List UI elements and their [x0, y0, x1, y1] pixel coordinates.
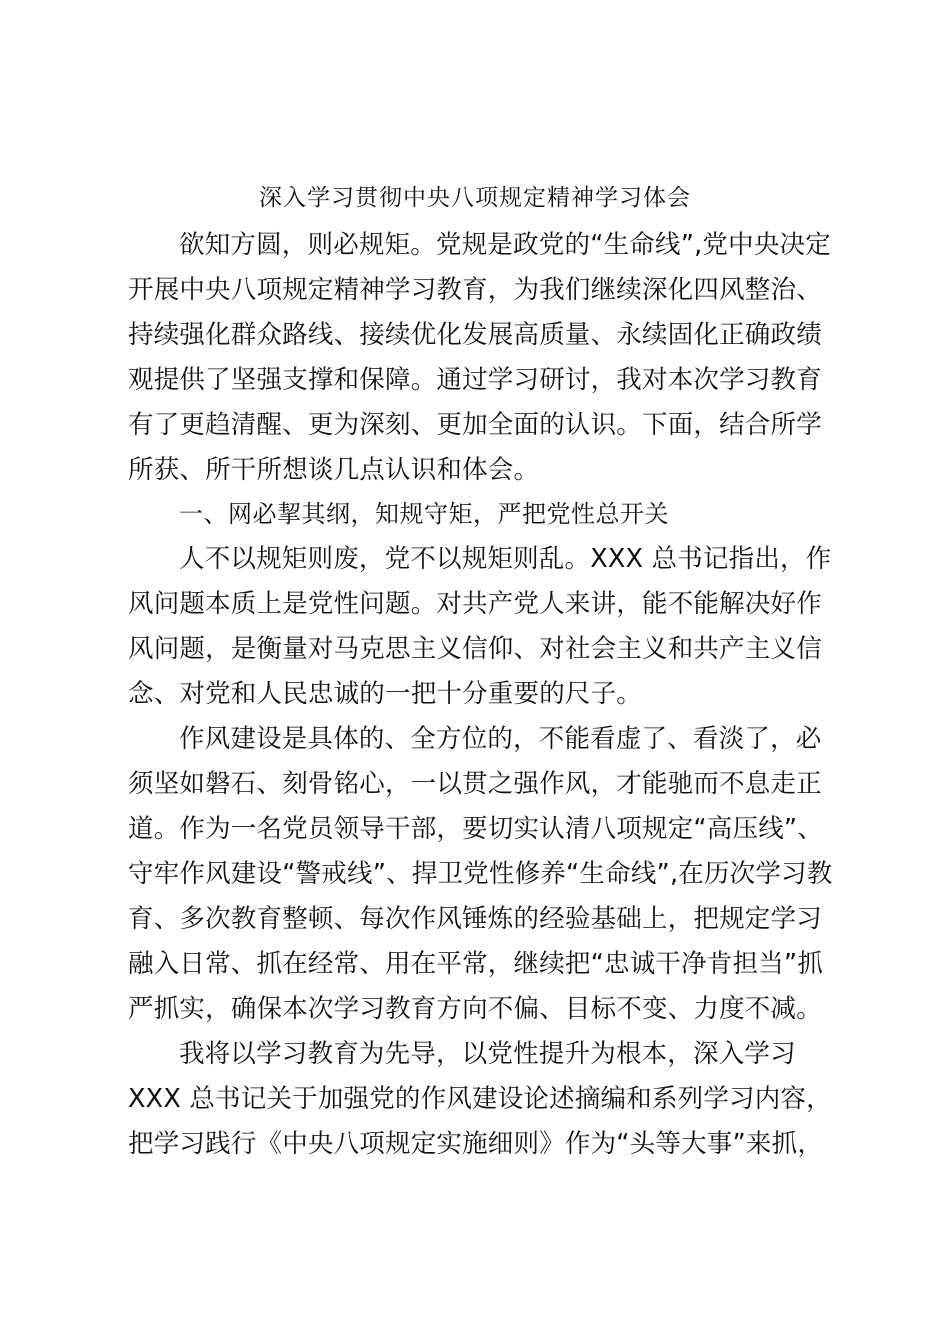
paragraph-line: 道。作为一名党员领导干部，要切实认清八项规定“高压线”、 [128, 814, 824, 844]
paragraph-line: 有了更趋清醒、更为深刻、更加全面的认识。下面，结合所学 [128, 410, 822, 440]
paragraph-line: 把学习践行《中央八项规定实施细则》作为“头等大事”来抓， [128, 1129, 824, 1159]
paragraph-line: 融入日常、抓在经常、用在平常，继续把“忠诚干净肯担当”抓 [128, 949, 824, 979]
paragraph-line: 开展中央八项规定精神学习教育，为我们继续深化四风整治、 [128, 275, 822, 305]
paragraph-line: 须坚如磐石、刻骨铭心，一以贯之强作风，才能驰而不息走正 [128, 769, 822, 799]
paragraph-line: 风问题，是衡量对马克思主义信仰、对社会主义和共产主义信 [128, 634, 822, 664]
paragraph-line: 守牢作风建设“警戒线”、捍卫党性修养“生命线”,在历次学习教 [128, 859, 833, 889]
paragraph-line: 风问题本质上是党性问题。对共产党人来讲，能不能解决好作 [128, 589, 822, 619]
section-heading: 一、网必挈其纲，知规守矩，严把党性总开关 [179, 500, 669, 528]
paragraph-line: 所获、所干所想谈几点认识和体会。 [128, 455, 540, 485]
paragraph-line: 欲知方圆，则必规矩。党规是政党的“生命线”,党中央决定 [179, 230, 831, 260]
document-title: 深入学习贯彻中央八项规定精神学习体会 [259, 185, 691, 211]
paragraph-line: XXX 总书记关于加强党的作风建设论述摘编和系列学习内容， [128, 1084, 832, 1114]
paragraph-line: 严抓实，确保本次学习教育方向不偏、目标不变、力度不减。 [128, 994, 822, 1024]
paragraph-line: 人不以规矩则废，党不以规矩则乱。XXX 总书记指出，作 [179, 544, 832, 574]
paragraph-line: 我将以学习教育为先导，以党性提升为根本，深入学习 [179, 1039, 796, 1069]
paragraph-line: 观提供了坚强支撑和保障。通过学习研讨，我对本次学习教育 [128, 365, 822, 395]
paragraph-line: 持续强化群众路线、接续优化发展高质量、永续固化正确政绩 [128, 320, 822, 350]
paragraph-line: 作风建设是具体的、全方位的，不能看虚了、看淡了，必 [179, 724, 822, 754]
paragraph-line: 念、对党和人民忠诚的一把十分重要的尺子。 [128, 679, 643, 709]
paragraph-line: 育、多次教育整顿、每次作风锤炼的经验基础上，把规定学习 [128, 904, 822, 934]
